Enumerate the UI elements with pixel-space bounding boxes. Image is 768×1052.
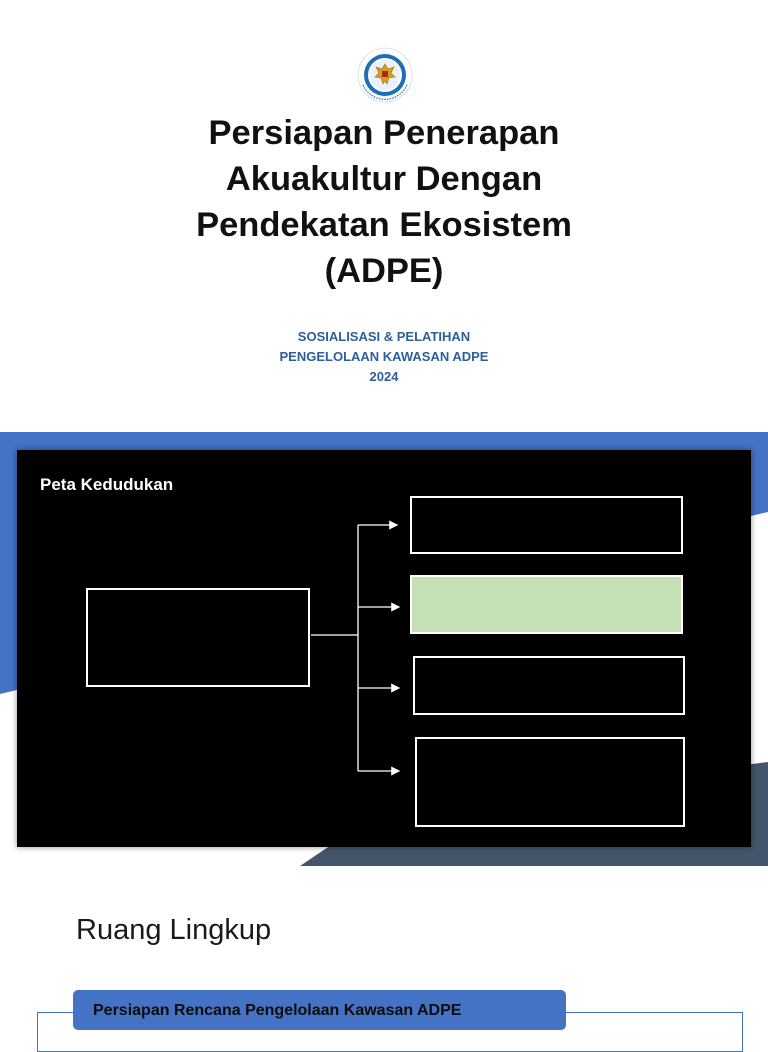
ministry-logo-icon — [357, 47, 413, 103]
scope-heading: Ruang Lingkup — [76, 914, 272, 946]
scope-slide — [0, 866, 768, 1024]
subtitle-line: 2024 — [369, 369, 399, 384]
subtitle-line: SOSIALISASI & PELATIHAN — [297, 329, 471, 344]
title-slide — [0, 0, 768, 432]
panel-title: Peta Kedudukan — [40, 475, 174, 494]
presentation-title — [84, 110, 684, 294]
section-header — [73, 990, 566, 1030]
target-box — [416, 738, 684, 826]
target-box — [414, 657, 684, 714]
position-map-slide — [0, 432, 768, 866]
presentation-subtitle — [184, 327, 584, 387]
target-box — [411, 497, 682, 553]
content-panel — [17, 450, 751, 847]
title-line: Persiapan Penerapan — [208, 114, 560, 152]
section-header-label: Persiapan Rencana Pengelolaan Kawasan ADPE — [93, 1002, 462, 1019]
title-line: Pendekatan Ekosistem — [196, 206, 572, 244]
subtitle-line: PENGELOLAAN KAWASAN ADPE — [279, 349, 489, 364]
position-diagram — [17, 450, 751, 847]
title-line: Akuakultur Dengan — [225, 160, 543, 198]
source-box — [87, 589, 309, 686]
target-box-highlighted — [411, 576, 682, 633]
title-line: (ADPE) — [324, 252, 444, 290]
